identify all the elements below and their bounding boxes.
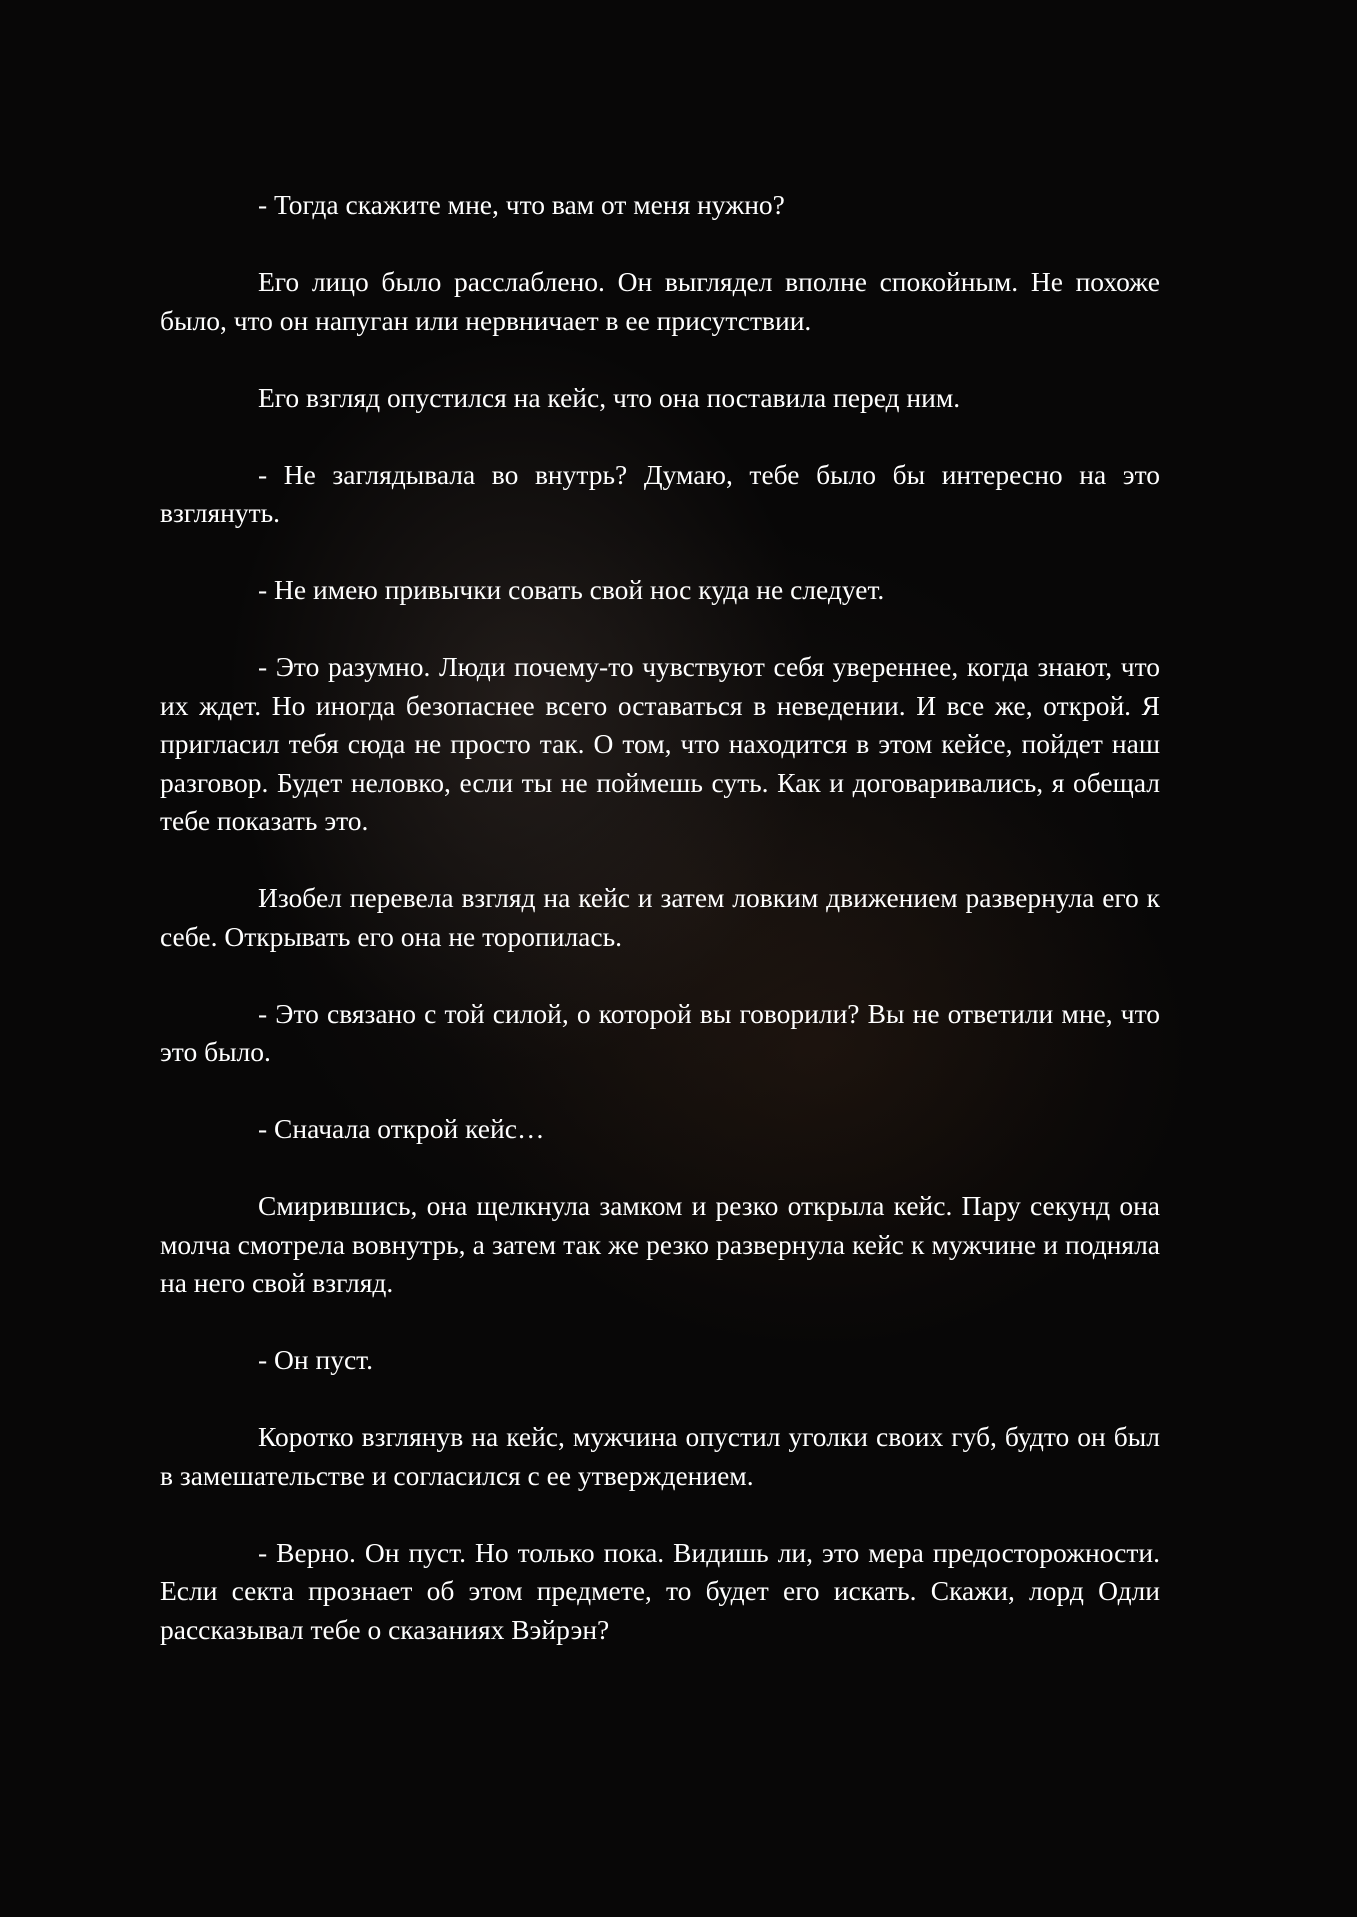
paragraph-7: Изобел перевела взгляд на кейс и затем ловким движением развернула его к себе. Открывать его она не торопилась. xyxy=(160,882,1160,952)
paragraph-8: - Это связано с той силой, о которой вы говорили? Вы не ответили мне, что это было. xyxy=(160,997,1160,1067)
paragraph-10: Смирившись, она щелкнула замком и резко открыла кейс. Пару секунд она молча смотрела вовнутрь, а затем так же резко развернула кейс к мужчине и подняла на него свой взгляд. xyxy=(160,1190,1160,1298)
paragraph-5: - Не имею привычки совать свой нос куда не следует. xyxy=(258,574,885,605)
paragraph-9: - Сначала открой кейс… xyxy=(258,1113,545,1144)
paragraph-12: Коротко взглянув на кейс, мужчина опустил уголки своих губ, будто он был в замешательстве и согласился с ее утверждением. xyxy=(160,1421,1160,1491)
paragraph-3: Его взгляд опустился на кейс, что она поставила перед ним. xyxy=(258,381,961,413)
paragraph-11: - Он пуст. xyxy=(258,1344,373,1375)
paragraph-2: Его лицо было расслаблено. Он выглядел вполне спокойным. Не похоже было, что он напуган или нервничает в ее присутствии. xyxy=(160,266,1160,336)
paragraph-1: - Тогда скажите мне, что вам от меня нужно? xyxy=(258,189,785,220)
paragraph-6: - Это разумно. Люди почему-то чувствуют себя увереннее, когда знают, что их ждет. Но иногда безопаснее всего оставаться в неведении. И все же, открой. Я пригласил тебя сюда не просто так. О том, что находится в этом кейсе, пойдет наш разговор. Будет неловко, если ты не поймешь суть. Как и договаривались, я обещал тебе показать это. xyxy=(160,651,1160,836)
document-body xyxy=(160,186,1160,1688)
paragraph-13: - Верно. Он пуст. Но только пока. Видишь ли, это мера предосторожности. Если секта прознает об этом предмете, то будет его искать. Скажи, лорд Одли рассказывал тебе о сказаниях Вэйрэн? xyxy=(160,1536,1160,1645)
paragraph-4: - Не заглядывала во внутрь? Думаю, тебе было бы интересно на это взглянуть. xyxy=(160,458,1160,528)
